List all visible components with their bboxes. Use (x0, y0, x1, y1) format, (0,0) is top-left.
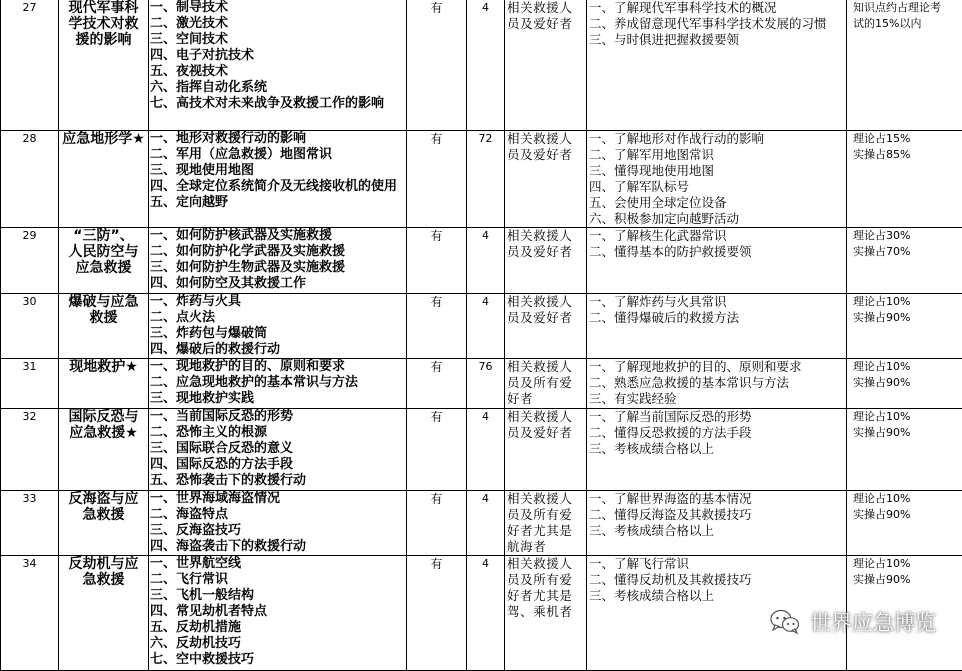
course-ratio-line: 试的15%以内 (853, 16, 960, 32)
course-name-line: 急救援 (60, 507, 147, 523)
course-ratio (847, 228, 962, 294)
course-goals-line: 二、懂得基本的防护救援要领 (589, 244, 844, 260)
course-audience-line: 员及所有爱 (507, 507, 584, 523)
course-goals-line: 三、懂得现地使用地图 (589, 163, 844, 179)
course-ratio-line: 理论占10% (853, 359, 960, 375)
course-content-line: 四、爆破后的救援行动 (150, 342, 406, 358)
course-audience-line: 好者尤其是 (507, 523, 584, 539)
course-ratio (847, 0, 962, 131)
course-hours: 4 (467, 228, 505, 294)
course-goals-line: 一、了解核生化武器常识 (589, 228, 844, 244)
course-content-line: 一、如何防护核武器及实施救援 (150, 228, 406, 244)
course-goals (587, 0, 847, 131)
course-name-line: 现地救护★ (60, 359, 147, 375)
course-ratio-line: 知识点约占理论考 (853, 0, 960, 16)
course-content-line: 三、现地使用地图 (150, 163, 406, 179)
course-ratio (847, 409, 962, 491)
course-audience-line: 员及爱好者 (507, 310, 584, 326)
wechat-icon (770, 609, 800, 635)
course-content (149, 491, 407, 556)
course-content-line: 一、世界航空线 (150, 556, 406, 572)
course-goals-line: 二、懂得爆破后的救援方法 (589, 310, 844, 326)
course-audience (505, 491, 587, 556)
course-audience-line: 员及所有爱 (507, 572, 584, 588)
course-hours: 72 (467, 131, 505, 228)
course-content (149, 409, 407, 491)
course-content-line: 二、军用（应急救援）地图常识 (150, 147, 406, 163)
course-audience-line: 航海者 (507, 539, 584, 555)
course-goals-line: 一、了解当前国际反恐的形势 (589, 409, 844, 425)
table-row (1, 359, 962, 409)
course-goals-line: 一、了解世界海盗的基本情况 (589, 491, 844, 507)
course-goals (587, 359, 847, 409)
course-name-line: “三防”、 (60, 228, 147, 244)
course-goals-line: 二、了解军用地图常识 (589, 147, 844, 163)
course-content-line: 七、空中救援技巧 (150, 652, 406, 668)
course-goals (587, 294, 847, 359)
course-number: 29 (1, 228, 59, 294)
course-content-line: 三、飞机一般结构 (150, 588, 406, 604)
course-name-line: 救援 (60, 310, 147, 326)
course-goals-line: 一、了解地形对作战行动的影响 (589, 131, 844, 147)
course-required: 有 (407, 359, 467, 409)
watermark-text: 世界应急博览 (810, 607, 936, 637)
course-goals-line: 三、考核成绩合格以上 (589, 523, 844, 539)
course-content-line: 二、飞行常识 (150, 572, 406, 588)
course-content-line: 一、现地救护的目的、原则和要求 (150, 359, 406, 375)
course-goals-line: 三、考核成绩合格以上 (589, 588, 844, 604)
course-content-line: 二、如何防护化学武器及实施救援 (150, 244, 406, 260)
course-ratio-line: 理论占15% (853, 131, 960, 147)
course-audience (505, 294, 587, 359)
table-row (1, 0, 962, 131)
course-goals-line: 六、积极参加定向越野活动 (589, 211, 844, 227)
course-ratio (847, 294, 962, 359)
course-name (59, 359, 149, 409)
course-name-line: 援的影响 (60, 32, 147, 48)
course-content-line: 五、定向越野 (150, 195, 406, 211)
course-content-line: 二、点火法 (150, 310, 406, 326)
course-goals-line: 二、懂得反海盗及其救援技巧 (589, 507, 844, 523)
course-goals-line: 一、了解现地救护的目的、原则和要求 (589, 359, 844, 375)
course-audience (505, 0, 587, 131)
course-goals-line: 五、会使用全球定位设备 (589, 195, 844, 211)
course-name-line: 爆破与应急 (60, 294, 147, 310)
course-goals-line: 二、熟悉应急救援的基本常识与方法 (589, 375, 844, 391)
course-content-line: 一、炸药与火具 (150, 294, 406, 310)
course-content-line: 一、地形对救援行动的影响 (150, 131, 406, 147)
course-hours: 4 (467, 556, 505, 671)
course-goals-line: 三、考核成绩合格以上 (589, 441, 844, 457)
course-hours: 4 (467, 0, 505, 131)
course-content-line: 四、常见劫机者特点 (150, 604, 406, 620)
course-content-line: 五、反劫机措施 (150, 620, 406, 636)
course-ratio-line: 理论占10% (853, 491, 960, 507)
course-required: 有 (407, 228, 467, 294)
course-content (149, 131, 407, 228)
course-ratio-line: 理论占10% (853, 556, 960, 572)
course-audience-line: 相关救援人 (507, 0, 584, 16)
course-number: 31 (1, 359, 59, 409)
course-goals (587, 409, 847, 491)
course-name-line: 反劫机与应 (60, 556, 147, 572)
course-required: 有 (407, 294, 467, 359)
course-content-line: 二、应急现地救护的基本常识与方法 (150, 375, 406, 391)
course-required: 有 (407, 0, 467, 131)
course-ratio-line: 实操占90% (853, 375, 960, 391)
course-goals-line: 四、了解军队标号 (589, 179, 844, 195)
course-content-line: 六、指挥自动化系统 (150, 80, 406, 96)
course-goals (587, 228, 847, 294)
course-audience (505, 228, 587, 294)
course-audience-line: 相关救援人 (507, 359, 584, 375)
course-name-line: 人民防空与 (60, 244, 147, 260)
table-row (1, 228, 962, 294)
course-content-line: 二、海盗特点 (150, 507, 406, 523)
course-audience-line: 员及爱好者 (507, 147, 584, 163)
course-required: 有 (407, 409, 467, 491)
course-audience-line: 相关救援人 (507, 131, 584, 147)
course-name-line: 应急地形学★ (60, 131, 147, 147)
course-goals-line: 三、有实践经验 (589, 391, 844, 407)
course-audience-line: 员及所有爱 (507, 375, 584, 391)
course-audience (505, 409, 587, 491)
course-number: 27 (1, 0, 59, 131)
course-goals-line: 一、了解炸药与火具常识 (589, 294, 844, 310)
course-goals-line: 一、了解飞行常识 (589, 556, 844, 572)
course-name-line: 应急救援★ (60, 425, 147, 441)
course-content-line: 二、恐怖主义的根源 (150, 425, 406, 441)
course-audience-line: 员及爱好者 (507, 16, 584, 32)
table-row (1, 491, 962, 556)
course-name (59, 491, 149, 556)
course-ratio-line: 理论占10% (853, 294, 960, 310)
course-number: 33 (1, 491, 59, 556)
course-audience-line: 员及爱好者 (507, 425, 584, 441)
course-content-line: 四、国际反恐的方法手段 (150, 457, 406, 473)
course-content-line: 一、世界海域海盗情况 (150, 491, 406, 507)
table-body (1, 0, 962, 671)
course-number: 30 (1, 294, 59, 359)
course-required: 有 (407, 556, 467, 671)
course-content-line: 三、现地救护实践 (150, 391, 406, 407)
course-ratio-line: 实操占85% (853, 147, 960, 163)
course-hours: 4 (467, 491, 505, 556)
course-name-line: 现代军事科 (60, 0, 147, 16)
course-ratio-line: 理论占10% (853, 409, 960, 425)
course-audience (505, 556, 587, 671)
course-goals (587, 131, 847, 228)
course-goals-line: 一、了解现代军事科学技术的概况 (589, 0, 844, 16)
course-content-line: 五、恐怖袭击下的救援行动 (150, 473, 406, 489)
course-content-line: 六、反劫机技巧 (150, 636, 406, 652)
course-name (59, 556, 149, 671)
course-audience (505, 359, 587, 409)
course-content-line: 五、夜视技术 (150, 64, 406, 80)
course-content-line: 二、激光技术 (150, 16, 406, 32)
course-content (149, 359, 407, 409)
course-content (149, 228, 407, 294)
course-name (59, 294, 149, 359)
course-ratio-line: 实操占90% (853, 425, 960, 441)
course-name-line: 学技术对救 (60, 16, 147, 32)
course-content (149, 294, 407, 359)
course-content-line: 四、全球定位系统简介及无线接收机的使用 (150, 179, 406, 195)
course-hours: 76 (467, 359, 505, 409)
course-required: 有 (407, 131, 467, 228)
course-audience-line: 员及爱好者 (507, 244, 584, 260)
course-audience-line: 好者 (507, 391, 584, 407)
course-goals-line: 二、养成留意现代军事科学技术发展的习惯 (589, 16, 844, 32)
course-content-line: 四、海盗袭击下的救援行动 (150, 539, 406, 555)
course-content-line: 三、炸药包与爆破筒 (150, 326, 406, 342)
course-ratio (847, 491, 962, 556)
course-audience-line: 相关救援人 (507, 294, 584, 310)
course-audience (505, 131, 587, 228)
course-hours: 4 (467, 294, 505, 359)
table-row (1, 409, 962, 491)
course-goals-line: 二、懂得反恐救援的方法手段 (589, 425, 844, 441)
course-name-line: 急救援 (60, 572, 147, 588)
course-ratio-line: 实操占90% (853, 507, 960, 523)
course-hours: 4 (467, 409, 505, 491)
course-name (59, 228, 149, 294)
course-ratio-line: 实操占90% (853, 310, 960, 326)
course-content-line: 三、国际联合反恐的意义 (150, 441, 406, 457)
course-audience-line: 相关救援人 (507, 228, 584, 244)
course-number: 32 (1, 409, 59, 491)
course-content-line: 四、电子对抗技术 (150, 48, 406, 64)
course-name-line: 国际反恐与 (60, 409, 147, 425)
course-content (149, 0, 407, 131)
course-name-line: 应急救援 (60, 260, 147, 276)
course-ratio-line: 理论占30% (853, 228, 960, 244)
course-content-line: 三、空间技术 (150, 32, 406, 48)
course-name-line: 反海盗与应 (60, 491, 147, 507)
course-number: 28 (1, 131, 59, 228)
course-name (59, 409, 149, 491)
course-content-line: 三、如何防护生物武器及实施救援 (150, 260, 406, 276)
watermark (770, 607, 936, 637)
course-audience-line: 相关救援人 (507, 409, 584, 425)
course-name (59, 131, 149, 228)
course-content (149, 556, 407, 671)
course-audience-line: 好者尤其是 (507, 588, 584, 604)
course-ratio-line: 实操占90% (853, 572, 960, 588)
course-goals (587, 491, 847, 556)
course-number: 34 (1, 556, 59, 671)
course-audience-line: 相关救援人 (507, 491, 584, 507)
course-audience-line: 驾、乘机者 (507, 604, 584, 620)
course-content-line: 一、当前国际反恐的形势 (150, 409, 406, 425)
course-ratio (847, 359, 962, 409)
course-required: 有 (407, 491, 467, 556)
course-content-line: 一、制导技术 (150, 0, 406, 16)
course-ratio (847, 131, 962, 228)
course-goals-line: 三、与时俱进把握救援要领 (589, 32, 844, 48)
table-row (1, 131, 962, 228)
course-content-line: 四、如何防空及其救援工作 (150, 276, 406, 292)
course-content-line: 七、高技术对未来战争及救援工作的影响 (150, 96, 406, 112)
table-row (1, 294, 962, 359)
course-name (59, 0, 149, 131)
course-audience-line: 相关救援人 (507, 556, 584, 572)
course-ratio-line: 实操占70% (853, 244, 960, 260)
course-goals-line: 二、懂得反劫机及其救援技巧 (589, 572, 844, 588)
course-content-line: 三、反海盗技巧 (150, 523, 406, 539)
